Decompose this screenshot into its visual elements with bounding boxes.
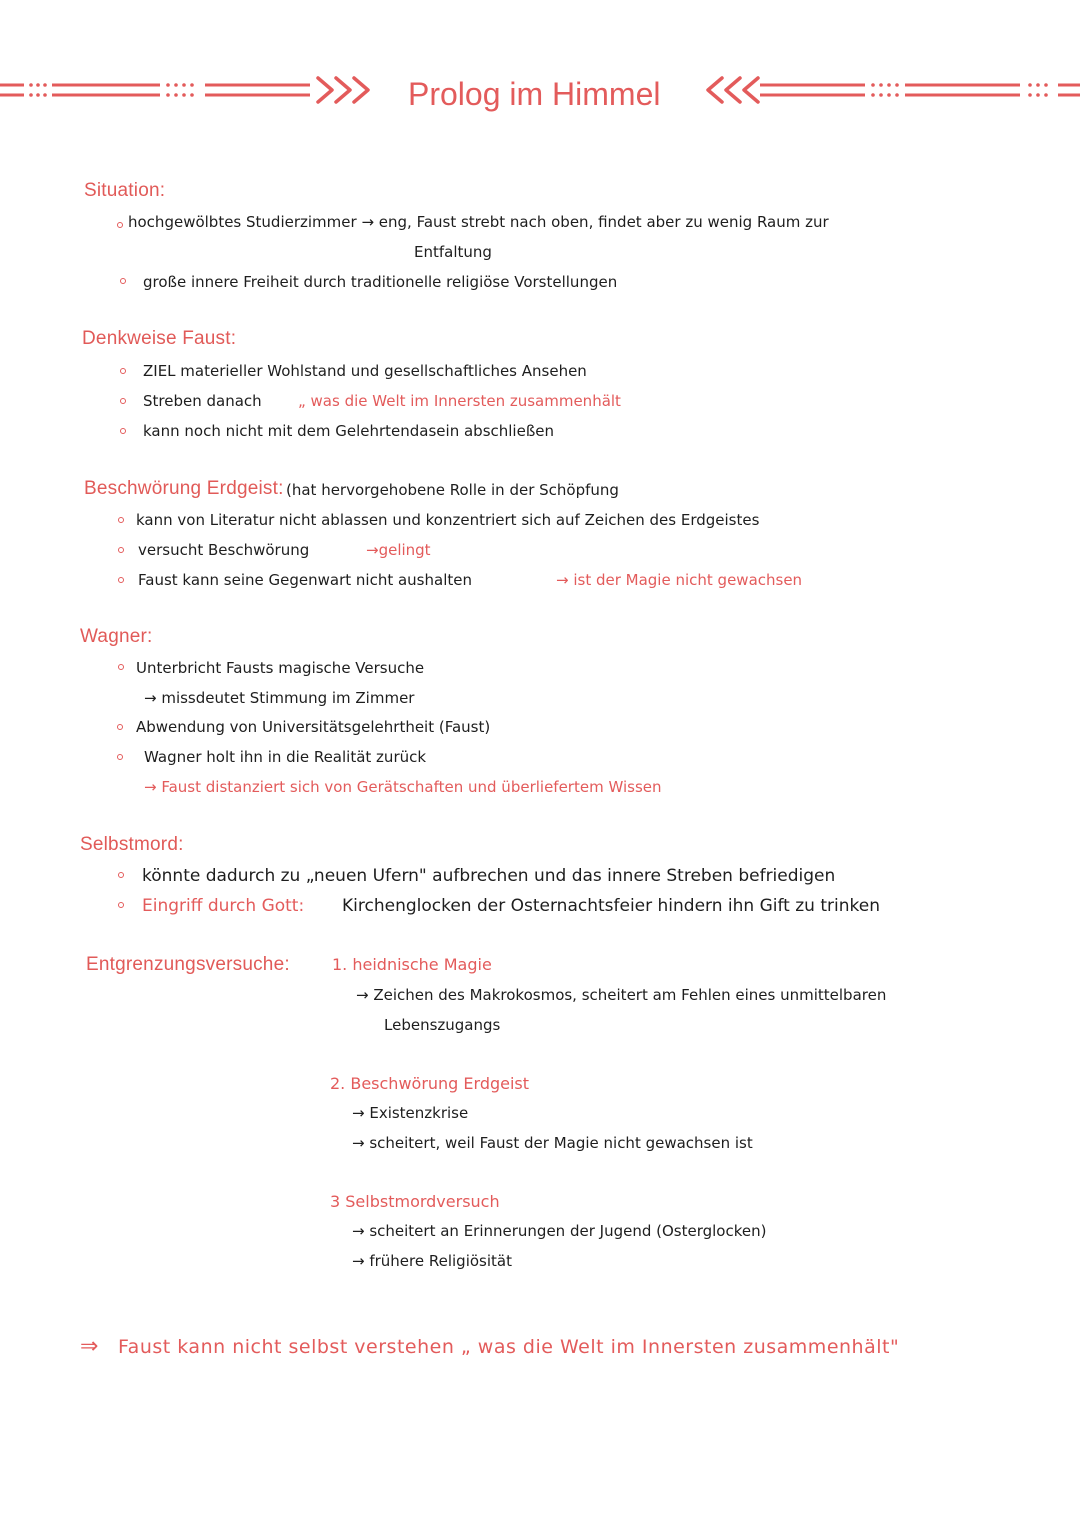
conclusion-text: Faust kann nicht selbst verstehen „ was die Welt im Innersten zusammenhält" xyxy=(118,1336,900,1358)
wagner-item-3: Wagner holt ihn in die Realität zurück xyxy=(144,748,427,766)
erdgeist-note: (hat hervorgehobene Rolle in der Schöpfung xyxy=(286,481,619,499)
entgrenzung-step-2-title: 2. Beschwörung Erdgeist xyxy=(330,1074,530,1093)
bullet-icon xyxy=(118,664,124,670)
bullet-icon xyxy=(120,428,126,434)
bullet-icon xyxy=(118,547,124,553)
bullet-icon xyxy=(120,398,126,404)
section-heading-selbstmord: Selbstmord: xyxy=(80,834,184,855)
section-heading-situation: Situation: xyxy=(84,180,166,201)
section-heading-erdgeist: Beschwörung Erdgeist: xyxy=(84,478,284,499)
entgrenzung-step-1-title: 1. heidnische Magie xyxy=(332,955,492,974)
entgrenzung-step-3-title: 3 Selbstmordversuch xyxy=(330,1192,500,1211)
entgrenzung-step-1-line-1: → Zeichen des Makrokosmos, scheitert am Fehlen eines unmittelbaren xyxy=(356,986,887,1004)
bullet-icon xyxy=(118,872,124,878)
erdgeist-item-1: kann von Literatur nicht ablassen und konzentriert sich auf Zeichen des Erdgeistes xyxy=(136,511,760,529)
erdgeist-item-3-result: → ist der Magie nicht gewachsen xyxy=(556,571,803,589)
bullet-icon xyxy=(118,902,124,908)
section-heading-wagner: Wagner: xyxy=(80,626,153,647)
bullet-icon xyxy=(120,368,126,374)
denkweise-item-1: ZIEL materieller Wohlstand und gesellschaftliches Ansehen xyxy=(143,362,587,380)
erdgeist-item-3: Faust kann seine Gegenwart nicht aushalten xyxy=(138,571,472,589)
entgrenzung-step-2-line-2: → scheitert, weil Faust der Magie nicht gewachsen ist xyxy=(352,1134,753,1152)
bullet-icon xyxy=(118,517,124,523)
denkweise-item-2-quote: „ was die Welt im Innersten zusammenhält xyxy=(298,392,621,410)
erdgeist-item-2-result: →gelingt xyxy=(366,541,431,559)
bullet-icon xyxy=(117,724,123,730)
entgrenzung-step-3-line-1: → scheitert an Erinnerungen der Jugend (Osterglocken) xyxy=(352,1222,767,1240)
bullet-icon xyxy=(117,222,123,228)
denkweise-item-3: kann noch nicht mit dem Gelehrtendasein abschließen xyxy=(143,422,555,440)
section-heading-entgrenzung: Entgrenzungsversuche: xyxy=(86,954,290,975)
selbstmord-item-2: Kirchenglocken der Osternachtsfeier hindern ihn Gift zu trinken xyxy=(342,896,880,916)
erdgeist-item-2: versucht Beschwörung xyxy=(138,541,310,559)
entgrenzung-step-3-line-2: → frühere Religiösität xyxy=(352,1252,512,1270)
wagner-item-3-sub: → Faust distanziert sich von Gerätschaften und überliefertem Wissen xyxy=(144,778,662,796)
entgrenzung-step-2-line-1: → Existenzkrise xyxy=(352,1104,469,1122)
situation-item-2: große innere Freiheit durch traditionelle religiöse Vorstellungen xyxy=(143,273,618,291)
selbstmord-item-2-label: Eingriff durch Gott: xyxy=(142,896,305,916)
wagner-item-1-sub: → missdeutet Stimmung im Zimmer xyxy=(144,689,415,707)
bullet-icon xyxy=(118,577,124,583)
conclusion-arrow-icon: ⇒ xyxy=(80,1334,99,1359)
wagner-item-1: Unterbricht Fausts magische Versuche xyxy=(136,659,425,677)
bullet-icon xyxy=(120,278,126,284)
bullet-icon xyxy=(117,754,123,760)
situation-item-1: hochgewölbtes Studierzimmer → eng, Faust strebt nach oben, findet aber zu wenig Raum zur xyxy=(128,213,829,231)
page-title: Prolog im Himmel xyxy=(408,76,661,112)
selbstmord-item-1: könnte dadurch zu „neuen Ufern" aufbrechen und das innere Streben befriedigen xyxy=(142,866,836,886)
wagner-item-2: Abwendung von Universitätsgelehrtheit (Faust) xyxy=(136,718,491,736)
entgrenzung-step-1-line-2: Lebenszugangs xyxy=(384,1016,501,1034)
situation-item-1-cont: Entfaltung xyxy=(414,243,492,261)
denkweise-item-2: Streben danach xyxy=(143,392,262,410)
section-heading-denkweise: Denkweise Faust: xyxy=(82,328,237,349)
